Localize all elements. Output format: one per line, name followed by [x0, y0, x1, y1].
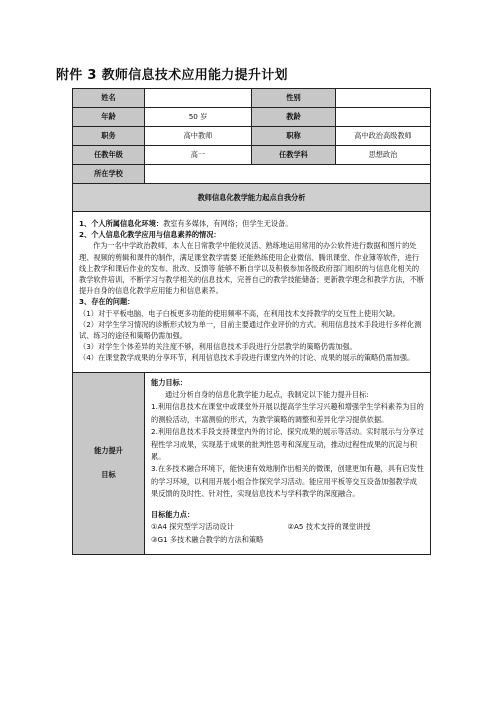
grade-label: 任教年级: [73, 146, 145, 165]
teaching-age-value[interactable]: [336, 108, 431, 127]
goal-item: 3.在多技术融合环境下，能快速有效地制作出相关的微课，创建更加有趣，具有启发性的学习环境，以利用开展小组合作探究学习活动。能应用平板等交互设备加强教学成果反馈的及时性、针对性，实现信息技术与学科教学的深度融合。: [151, 464, 424, 499]
literacy-text: 作为一名中学政治教师，本人在日常教学中能较灵活、熟练地运用常用的办公软件进行数据和图片的处理、视频的剪辑和课件的制作，满足课堂教学需要 还能熟练使用企业微信、腾讯课堂、作业簿等软件，进行线上教学和课后作业的发布、批改、反馈等 能够不断自学以及积极参加各级政府部门组织的与信息化相关的教学软件培训，不断学习与教学相关的信息技术，完善自己的教学技能储备；更新教学理念和教学方法，不断提升自身的信息化教学应用能力和信息素养。: [79, 241, 425, 296]
goals-body: [145, 372, 431, 554]
problems-heading: 3、存在的问题：: [79, 297, 135, 307]
ability-point: ②A5 技术支持的课堂讲授: [287, 522, 371, 532]
row-school: [73, 165, 431, 184]
problem-item: （2）对学生学习情况的诊断形式较为单一，目前主要通过作业评价的方式。利用信息技术手段进行多样化测试、练习的途径和策略仍需加强。: [79, 319, 422, 341]
gender-value[interactable]: [336, 89, 431, 108]
subject-label: 任教学科: [252, 146, 336, 165]
ability-point: ①A4 探究型学习活动设计: [151, 522, 234, 532]
title-label: 职称: [252, 127, 336, 146]
row-position-title: [73, 127, 431, 146]
row-grade-subject: [73, 146, 431, 165]
page-title: 附件 3 教师信息技术应用能力提升计划: [56, 68, 288, 83]
row-self-eval-body: [73, 212, 431, 373]
goal-item: 1.利用信息技术在课堂中或课堂外开展以提高学生学习兴趣和增强学生学科素养为目的的测验活动，丰富测验的形式，为教学策略的调整和差异化学习提供依据。: [151, 402, 424, 424]
name-label: 姓名: [73, 89, 145, 108]
row-goals: [73, 372, 431, 554]
ability-points-heading: 目标能力点：: [151, 509, 195, 519]
teaching-age-label: 教龄: [252, 108, 336, 127]
goals-label: [73, 372, 145, 554]
title-value[interactable]: 高中政治高级教师: [336, 127, 431, 146]
grade-value[interactable]: 高一: [145, 146, 252, 165]
plan-form-table: [72, 88, 431, 555]
env-paragraph: [79, 218, 424, 229]
row-name-gender: [73, 89, 431, 108]
ability-points-row: [151, 521, 424, 533]
goal-item: 2.利用信息技术手段支持课堂内外的讨论、探究成果的展示等活动。实时展示与分享过程性学习成果，实现基于成果的批判性思考和深度互动，推动过程性成果的沉淀与积累。: [151, 427, 424, 462]
env-text: 教室有多媒体，有网络；但学生无设备。: [163, 219, 293, 228]
ability-point: ③G1 多技术融合教学的方法和策略: [151, 534, 264, 544]
self-eval-body: [73, 212, 431, 373]
goals-heading: 能力目标：: [151, 377, 187, 387]
problem-item: （4）在课堂教学成果的分享环节，利用信息技术手段进行课堂内外的讨论、成果的展示的策略仍需加强。: [79, 353, 415, 363]
goals-label-line2: 目标: [101, 470, 116, 480]
problem-item: （3）对学生个体差异的关注度不够，利用信息技术手段进行分层教学的策略仍需加强。: [79, 342, 357, 352]
age-value[interactable]: 50 岁: [145, 108, 252, 127]
row-self-eval-header: [73, 184, 431, 212]
position-label: 职务: [73, 127, 145, 146]
goals-label-line1: 能力提升: [94, 446, 123, 456]
school-label: 所在学校: [73, 165, 145, 184]
name-value[interactable]: [145, 89, 252, 108]
row-age-teaching-age: [73, 108, 431, 127]
age-label: 年龄: [73, 108, 145, 127]
env-heading: 1、个人所属信息化环境：: [79, 219, 164, 228]
gender-label: 性别: [252, 89, 336, 108]
literacy-heading: 2、个人信息化教学应用与信息素养的情况：: [79, 230, 221, 240]
goals-intro: 通过分析自身的信息化教学能力起点，我制定以下能力提升目标:: [165, 390, 369, 400]
position-value[interactable]: 高中教师: [145, 127, 252, 146]
subject-value[interactable]: 思想政治: [336, 146, 431, 165]
school-value[interactable]: [145, 165, 431, 184]
problem-item: （1）对于平板电脑、电子白板更多功能的使用频率不高，在利用技术支持教学的交互性上使用欠缺。: [79, 308, 400, 318]
self-eval-header: 教师信息化教学能力起点自我分析: [73, 184, 431, 212]
